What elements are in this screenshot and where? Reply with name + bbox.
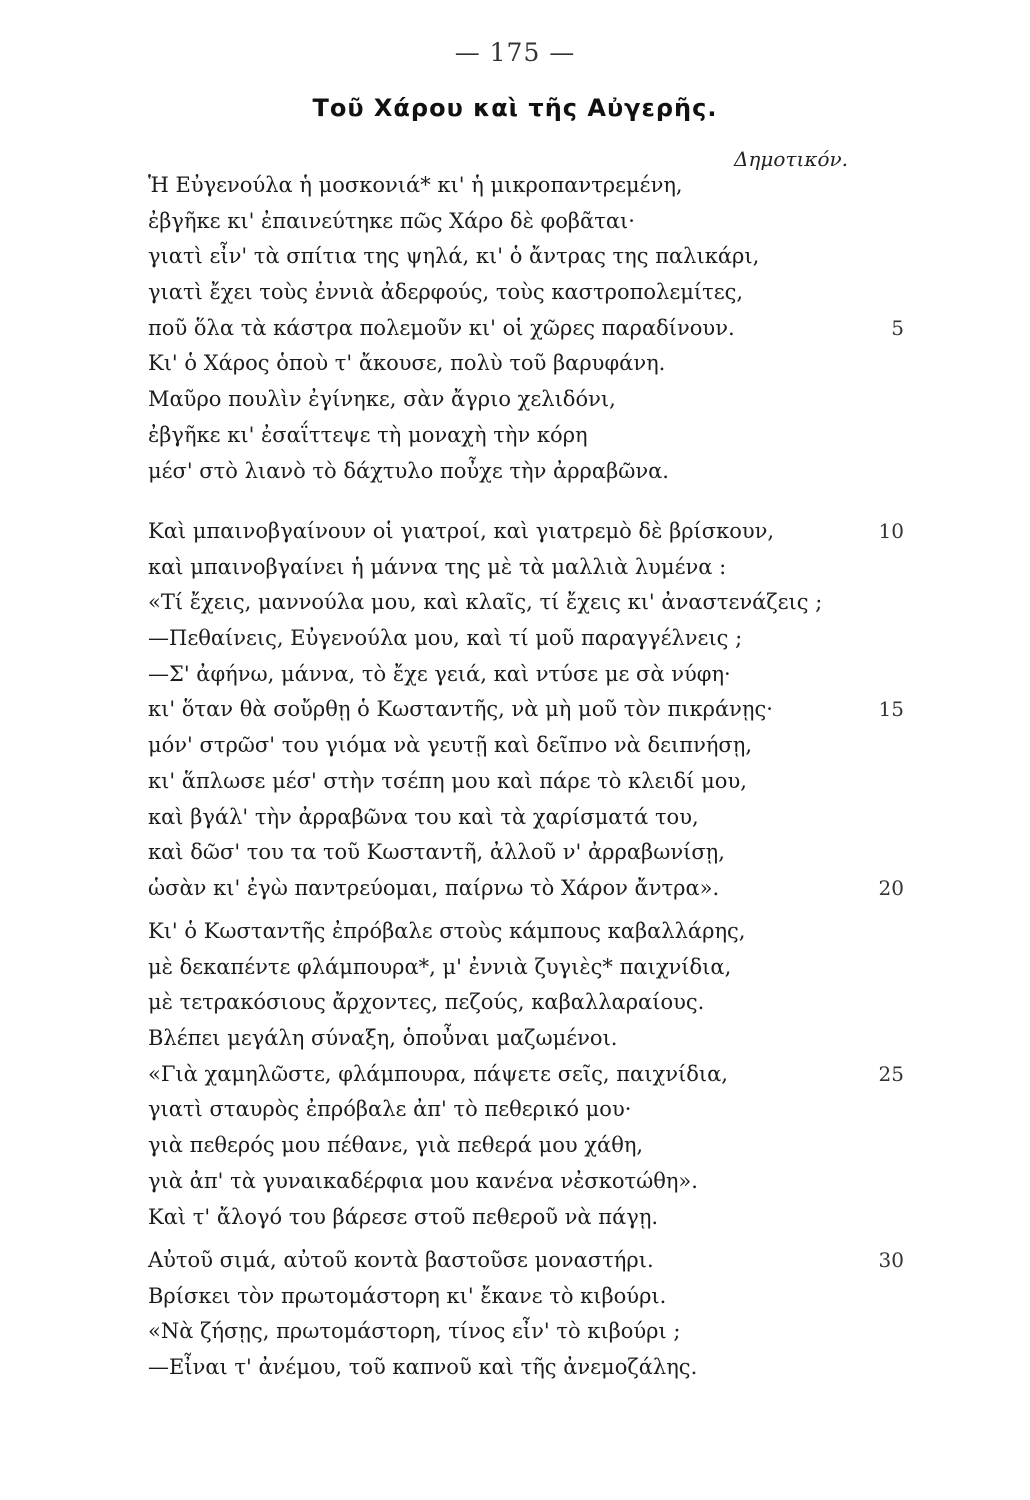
poem-title: Τοῦ Χάρου καὶ τῆς Αὐγερῆς. xyxy=(312,94,718,122)
poem-line xyxy=(148,1128,908,1164)
line-text: γιὰ πεθερός μου πέθανε, γιὰ πεθερά μου χάθη, xyxy=(148,1133,644,1158)
poem-line xyxy=(148,550,908,586)
line-text: Βρίσκει τὸν πρωτομάστορη κι' ἔκανε τὸ κιβούρι. xyxy=(148,1283,667,1308)
line-text: «Γιὰ χαμηλῶστε, φλάμπουρα, πάψετε σεῖς, παιχνίδια, xyxy=(148,1061,728,1086)
poem-line xyxy=(148,311,908,347)
line-text: Βλέπει μεγάλη σύναξη, ὁποὖναι μαζωμένοι. xyxy=(148,1026,618,1051)
stanza-1 xyxy=(148,168,908,489)
line-number: 25 xyxy=(878,1061,904,1086)
poem-line xyxy=(148,1021,908,1057)
poem-line xyxy=(148,1279,908,1315)
page-number: — 175 — xyxy=(454,38,576,67)
poem-subtitle: Δημοτικόν. xyxy=(733,147,848,171)
line-number: 30 xyxy=(878,1248,904,1272)
poem-line xyxy=(148,985,908,1021)
line-text: μόν' στρῶσ' του γιόμα νὰ γευτῇ καὶ δεῖπνο νὰ δειπνήσῃ, xyxy=(148,733,753,758)
line-number: 20 xyxy=(878,875,904,900)
line-number: 5 xyxy=(891,315,904,340)
poem-line xyxy=(148,275,908,311)
line-text: μὲ τετρακόσιους ἄρχοντες, πεζούς, καβαλλαραίους. xyxy=(148,990,705,1015)
line-text: Καὶ μπαινοβγαίνουν οἱ γιατροί, καὶ γιατρεμὸ δὲ βρίσκουν, xyxy=(148,519,775,543)
line-text: γιατὶ εἶν' τὰ σπίτια της ψηλά, κι' ὁ ἄντρας της παλικάρι, xyxy=(148,244,760,269)
poem-line xyxy=(148,728,908,764)
poem-line xyxy=(148,1350,908,1386)
poem-line xyxy=(148,418,908,454)
poem-line xyxy=(148,1164,908,1200)
poem-line xyxy=(148,454,908,490)
poem-line xyxy=(148,382,908,418)
line-text: Μαῦρο πουλὶν ἐγίνηκε, σὰν ἄγριο χελιδόνι, xyxy=(148,387,616,412)
line-text: ποῦ ὅλα τὰ κάστρα πολεμοῦν κι' οἱ χῶρες παραδίνουν. xyxy=(148,315,735,340)
line-text: κι' ἅπλωσε μέσ' στὴν τσέπη μου καὶ πάρε τὸ κλειδί μου, xyxy=(148,768,747,793)
line-text: γιὰ ἀπ' τὰ γυναικαδέρφια μου κανένα νἐσκοτώθη». xyxy=(148,1168,698,1193)
line-text: καὶ μπαινοβγαίνει ἡ μάννα της μὲ τὰ μαλλιὰ λυμένα : xyxy=(148,554,727,579)
poem-line xyxy=(148,1243,908,1279)
line-text: γιατὶ σταυρὸς ἐπρόβαλε ἀπ' τὸ πεθερικό μου· xyxy=(148,1097,632,1122)
stanza-3 xyxy=(148,914,908,1235)
poem-line xyxy=(148,1314,908,1350)
poem-line xyxy=(148,1200,908,1236)
line-text: Ἡ Εὐγενούλα ἡ μοσκονιά* κι' ἡ μικροπαντρεμένη, xyxy=(148,173,683,197)
line-number: 10 xyxy=(878,519,904,543)
poem-line xyxy=(148,657,908,693)
poem-line xyxy=(148,800,908,836)
line-text: «Τί ἔχεις, μαννούλα μου, καὶ κλαῖς, τί ἔχεις κι' ἀναστενάζεις ; xyxy=(148,590,823,615)
poem-line xyxy=(148,585,908,621)
poem-line xyxy=(148,514,908,550)
poem-line xyxy=(148,346,908,382)
poem-line xyxy=(148,1092,908,1128)
line-text: καὶ δῶσ' του τα τοῦ Κωσταντῆ, ἀλλοῦ ν' ἀρραβωνίσῃ, xyxy=(148,840,725,865)
poem-line xyxy=(148,950,908,986)
line-text: Καὶ τ' ἄλογό του βάρεσε στοῦ πεθεροῦ νὰ πάγῃ. xyxy=(148,1204,659,1229)
line-text: —Σ' ἀφήνω, μάννα, τὸ ἔχε γειά, καὶ ντύσε με σὰ νύφη· xyxy=(148,661,731,686)
line-text: γιατὶ ἔχει τοὺς ἐννιὰ ἀδερφούς, τοὺς καστροπολεμίτες, xyxy=(148,280,744,305)
poem-line xyxy=(148,621,908,657)
poem-line xyxy=(148,914,908,950)
poem-line xyxy=(148,835,908,871)
line-text: ἐβγῆκε κι' ἐπαινεύτηκε πῶς Χάρο δὲ φοβᾶται· xyxy=(148,208,635,233)
line-text: —Εἶναι τ' ἀνέμου, τοῦ καπνοῦ καὶ τῆς ἀνεμοζάλης. xyxy=(148,1355,698,1380)
stanza-2 xyxy=(148,514,908,907)
poem-line xyxy=(148,871,908,907)
poem-line xyxy=(148,168,908,204)
line-text: Κι' ὁ Χάρος ὁποὺ τ' ἄκουσε, πολὺ τοῦ βαρυφάνη. xyxy=(148,351,666,376)
line-text: μὲ δεκαπέντε φλάμπουρα*, μ' ἐννιὰ ζυγιὲς* παιχνίδια, xyxy=(148,954,732,979)
line-text: μέσ' στὸ λιανὸ τὸ δάχτυλο ποὖχε τὴν ἀρραβῶνα. xyxy=(148,458,669,483)
poem-line xyxy=(148,764,908,800)
line-text: καὶ βγάλ' τὴν ἀρραβῶνα του καὶ τὰ χαρίσματά του, xyxy=(148,804,699,829)
line-text: «Νὰ ζήσῃς, πρωτομάστορη, τίνος εἶν' τὸ κιβούρι ; xyxy=(148,1319,681,1344)
line-text: —Πεθαίνεις, Εὐγενούλα μου, καὶ τί μοῦ παραγγέλνεις ; xyxy=(148,626,743,651)
line-text: κι' ὅταν θὰ σοὔρθῃ ὁ Κωσταντῆς, νὰ μὴ μοῦ τὸν πικράνῃς· xyxy=(148,697,773,722)
poem-line xyxy=(148,692,908,728)
line-text: ὡσὰν κι' ἐγὼ παντρεύομαι, παίρνω τὸ Χάρον ἄντρα». xyxy=(148,875,720,900)
poem-line xyxy=(148,204,908,240)
line-text: ἐβγῆκε κι' ἐσαΐττεψε τὴ μοναχὴ τὴν κόρη xyxy=(148,422,588,447)
poem-line xyxy=(148,239,908,275)
line-text: Αὐτοῦ σιμά, αὐτοῦ κοντὰ βαστοῦσε μοναστήρι. xyxy=(148,1248,654,1272)
stanza-4 xyxy=(148,1243,908,1386)
line-number: 15 xyxy=(878,697,904,722)
poem-line xyxy=(148,1057,908,1093)
line-text: Κι' ὁ Κωσταντῆς ἐπρόβαλε στοὺς κάμπους καβαλλάρης, xyxy=(148,919,746,943)
